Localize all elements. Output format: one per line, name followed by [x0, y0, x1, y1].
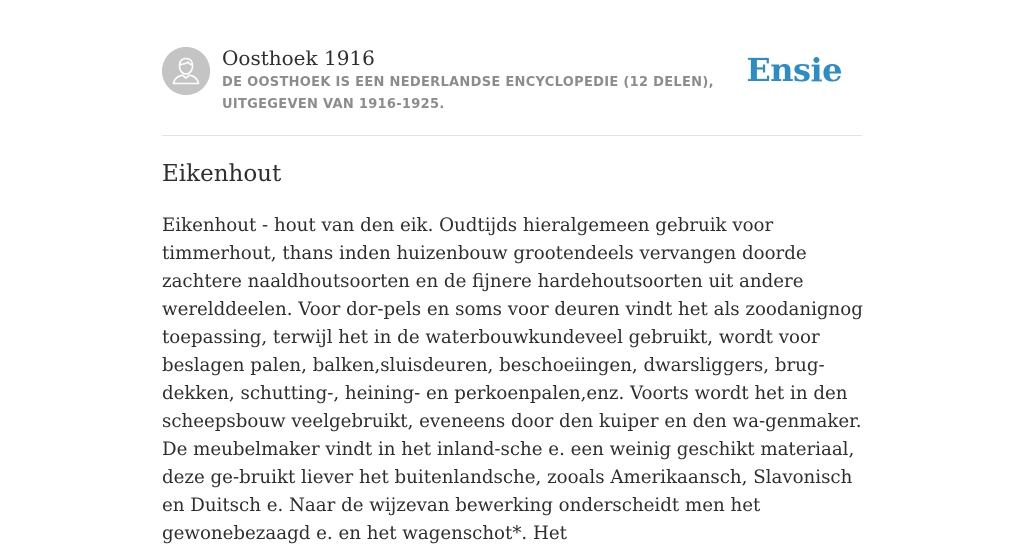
article-body: Eikenhout - hout van den eik. Oudtijds hieralgemeen gebruik voor timmerhout, thans inden huizenbouw grootendeels vervangen doorde zachtere naaldhoutsoorten en de fijnere hardehoutsoorten uit andere werelddeelen. Voor dor-pels en soms voor deuren vindt het als zoodanignog toepassing, terwijl het in de waterbouwkundeveel gebruikt, wordt voor beslagen palen, balken,sluisdeuren, beschoeiingen, dwarsliggers, brug-dekken, schutting-, heining- en perkoenpalen,enz. Voorts wordt het in den scheepsbouw veelgebruikt, eveneens door den kuiper en den wa-genmaker. De meubelmaker vindt in het inland-sche e. een weinig geschikt materiaal, deze ge-bruikt liever het buitenlandsche, zooals Amerikaansch, Slavonisch en Duitsch e. Naar de wijzevan bewerking onderscheidt men het gewonebezaagd e. en het wagenschot*. Het: [162, 215, 863, 544]
ensie-logo[interactable]: Ensie: [746, 51, 842, 89]
article-title: Eikenhout: [162, 161, 282, 187]
source-header: [162, 46, 862, 116]
source-name[interactable]: Oosthoek 1916: [222, 46, 375, 70]
source-description: DE OOSTHOEK IS EEN NEDERLANDSE ENCYCLOPEDIE (12 DELEN), UITGEGEVEN VAN 1916-1925.: [222, 75, 714, 112]
user-placeholder-icon: [162, 47, 210, 95]
header-divider: [162, 135, 862, 136]
